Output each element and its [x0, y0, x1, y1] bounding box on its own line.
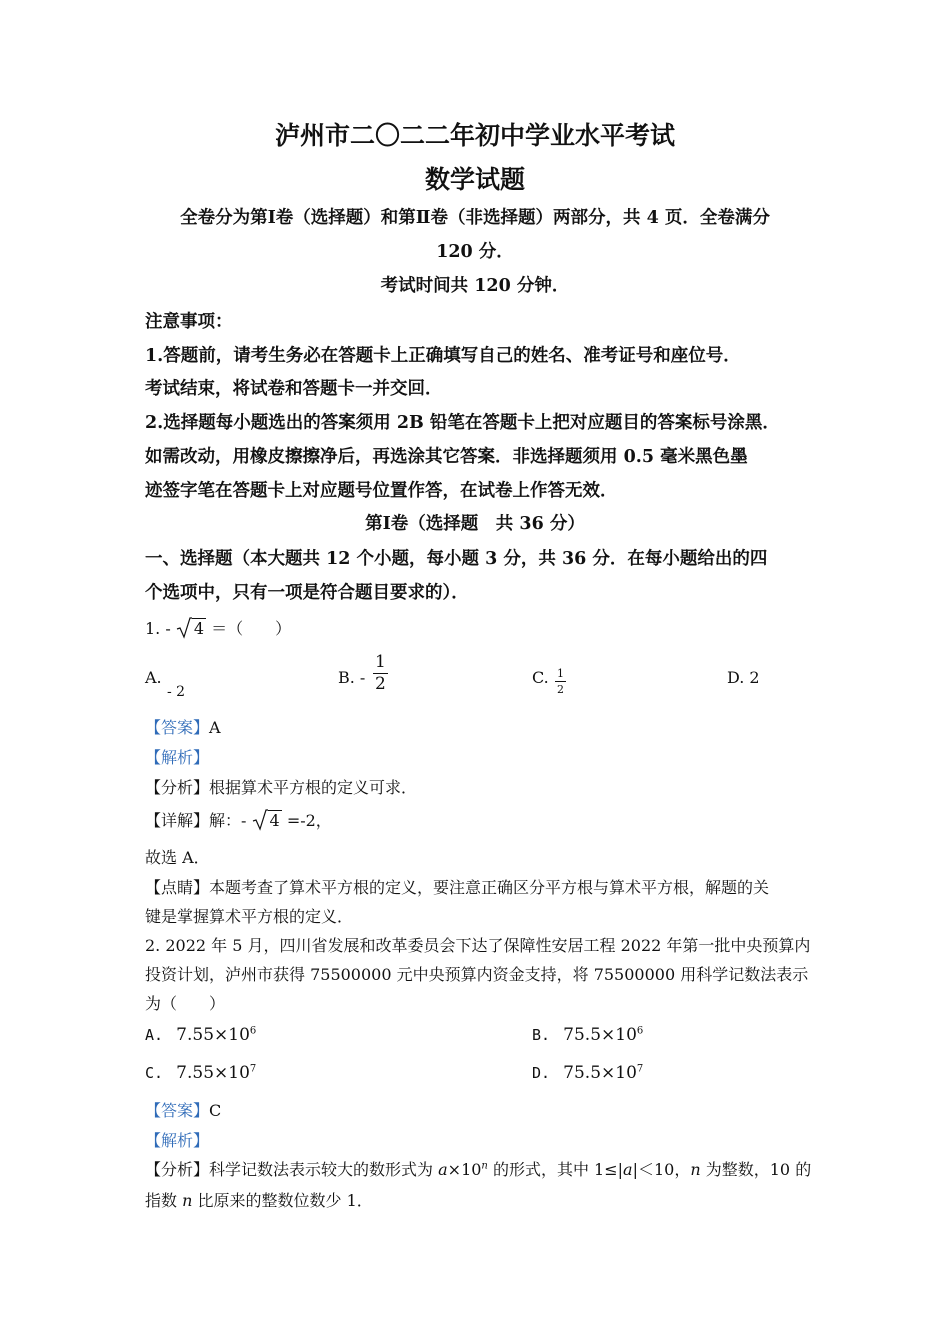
xiangjie-prefix: 解：-: [209, 811, 247, 830]
q1-analysis-tag: 【解析】: [145, 748, 210, 767]
q1-answer: [145, 715, 221, 738]
xiangjie-tag: 【详解】: [145, 811, 210, 830]
q1-option-b-label: B. -: [338, 668, 366, 687]
question-2-line2: 投资计划，泸州市获得 75500000 元中央预算内资金支持，将 75500000 用科学记数法表示: [145, 965, 809, 984]
q1-fenxi: [145, 775, 417, 798]
section-heading: 第Ⅰ卷（选择题 共 36 分）: [365, 514, 585, 534]
option-exponent: 7: [636, 1063, 644, 1075]
q2-fenxi-line2: [145, 1188, 373, 1211]
q2-option-d: [532, 1063, 643, 1083]
q2-fenxi-line1: [145, 1157, 811, 1180]
q2-option-a: [145, 1025, 256, 1045]
answer-tag: 【答案】: [145, 718, 210, 737]
q1-prefix: 1. -: [145, 619, 171, 638]
notes-line: 1.答题前，请考生务必在答题卡上正确填写自己的姓名、准考证号和座位号．: [145, 346, 741, 366]
xiangjie-suffix: =-2，: [286, 811, 332, 830]
q1-option-a-value: - 2: [167, 684, 186, 700]
q1-dianjing-line1: [145, 875, 769, 898]
variable-n: n: [182, 1191, 193, 1210]
option-value: 75.5×10: [563, 1025, 637, 1045]
option-label: B.: [532, 1026, 551, 1044]
q2-option-c: [145, 1063, 256, 1083]
q1-suffix: ＝（ ）: [211, 619, 292, 638]
xiangjie-radicand: 4: [269, 811, 280, 830]
option-value: 7.55×10: [176, 1063, 250, 1083]
fenxi-text: 指数: [145, 1191, 183, 1210]
answer-value: C: [209, 1101, 222, 1120]
q1-conclusion: 故选 A．: [145, 848, 210, 867]
q1-xiangjie: [145, 808, 332, 831]
notes-line: 2.选择题每小题选出的答案须用 2B 铅笔在答题卡上把对应题目的答案标号涂黑．: [145, 413, 780, 433]
fraction-denominator: 2: [375, 674, 386, 694]
option-label: D.: [532, 1064, 551, 1082]
fenxi-tag: 【分析】: [145, 1160, 210, 1179]
option-exponent: 6: [636, 1025, 644, 1037]
fenxi-text: 根据算术平方根的定义可求．: [209, 778, 418, 797]
part-instructions-line2: 个选项中，只有一项是符合题目要求的）．: [145, 583, 469, 603]
q2-answer: [145, 1098, 221, 1121]
formula-times-ten: ×10: [447, 1160, 482, 1179]
part-instructions-line1: 一、选择题（本大题共 12 个小题，每小题 3 分，共 36 分．在每小题给出的四: [145, 549, 768, 569]
formula-exponent-n: n: [481, 1160, 488, 1172]
q1-dianjing-line2: 键是掌握算术平方根的定义．: [145, 907, 354, 926]
sqrt-symbol: [252, 809, 282, 831]
fenxi-text: 科学记数法表示较大的数形式为: [209, 1160, 439, 1179]
option-exponent: 6: [249, 1025, 257, 1037]
notes-heading: 注意事项：: [145, 312, 233, 332]
question-2-line3: 为（ ）: [145, 994, 226, 1013]
variable-n: n: [690, 1160, 701, 1179]
notes-line: 考试结束，将试卷和答题卡一并交回．: [145, 379, 443, 399]
option-exponent: 7: [249, 1063, 257, 1075]
option-label: C.: [145, 1064, 164, 1082]
q1-radicand: 4: [193, 619, 205, 638]
exam-title: 泸州市二〇二二年初中学业水平考试: [274, 121, 675, 150]
q1-option-d: D. 2: [727, 668, 760, 687]
q1-option-c-fraction: [555, 668, 566, 695]
option-value: 75.5×10: [563, 1063, 637, 1083]
answer-value: A: [209, 718, 221, 737]
exam-time: 考试时间共 120 分钟．: [380, 276, 570, 296]
exam-intro-line1: 全卷分为第Ⅰ卷（选择题）和第Ⅱ卷（非选择题）两部分，共 4 页．全卷满分: [180, 208, 770, 228]
radical-sign-icon: [252, 809, 268, 831]
q1-option-a-label: A.: [145, 668, 162, 687]
fenxi-text: 为整数，10 的: [700, 1160, 812, 1179]
fraction-numerator: 1: [375, 652, 386, 672]
fraction-numerator: 1: [557, 667, 564, 680]
q1-option-c-label: C.: [532, 668, 549, 687]
dianjing-text: 本题考查了算术平方根的定义，要注意正确区分平方根与算术平方根，解题的关: [209, 878, 770, 897]
dianjing-tag: 【点睛】: [145, 878, 210, 897]
question-1-stem: [145, 616, 291, 639]
notes-line: 如需改动，用橡皮擦擦净后，再选涂其它答案．非选择题须用 0.5 毫米黑色墨: [145, 447, 748, 467]
exam-subtitle: 数学试题: [424, 165, 525, 194]
abs-a: a: [623, 1160, 633, 1179]
fraction-denominator: 2: [557, 683, 564, 696]
radical-sign-icon: [176, 617, 192, 639]
q1-option-b-fraction: [373, 654, 388, 693]
fenxi-text: 比原来的整数位数少 1．: [192, 1191, 373, 1210]
option-value: 7.55×10: [176, 1025, 250, 1045]
q2-option-b: [532, 1025, 643, 1045]
notes-line: 迹签字笔在答题卡上对应题号位置作答，在试卷上作答无效．: [145, 481, 618, 501]
fenxi-text: |＜10，: [632, 1160, 691, 1179]
question-2-line1: 2. 2022 年 5 月，四川省发展和改革委员会下达了保障性安居工程 2022 年第一批中央预算内: [145, 936, 811, 955]
answer-tag: 【答案】: [145, 1101, 210, 1120]
fenxi-text: 的形式，其中 1≤|: [487, 1160, 624, 1179]
formula-a: a: [438, 1160, 448, 1179]
q2-analysis-tag: 【解析】: [145, 1131, 210, 1150]
sqrt-symbol: [176, 617, 206, 639]
exam-intro-line2: 120 分．: [436, 242, 514, 262]
option-label: A.: [145, 1026, 164, 1044]
fenxi-tag: 【分析】: [145, 778, 210, 797]
